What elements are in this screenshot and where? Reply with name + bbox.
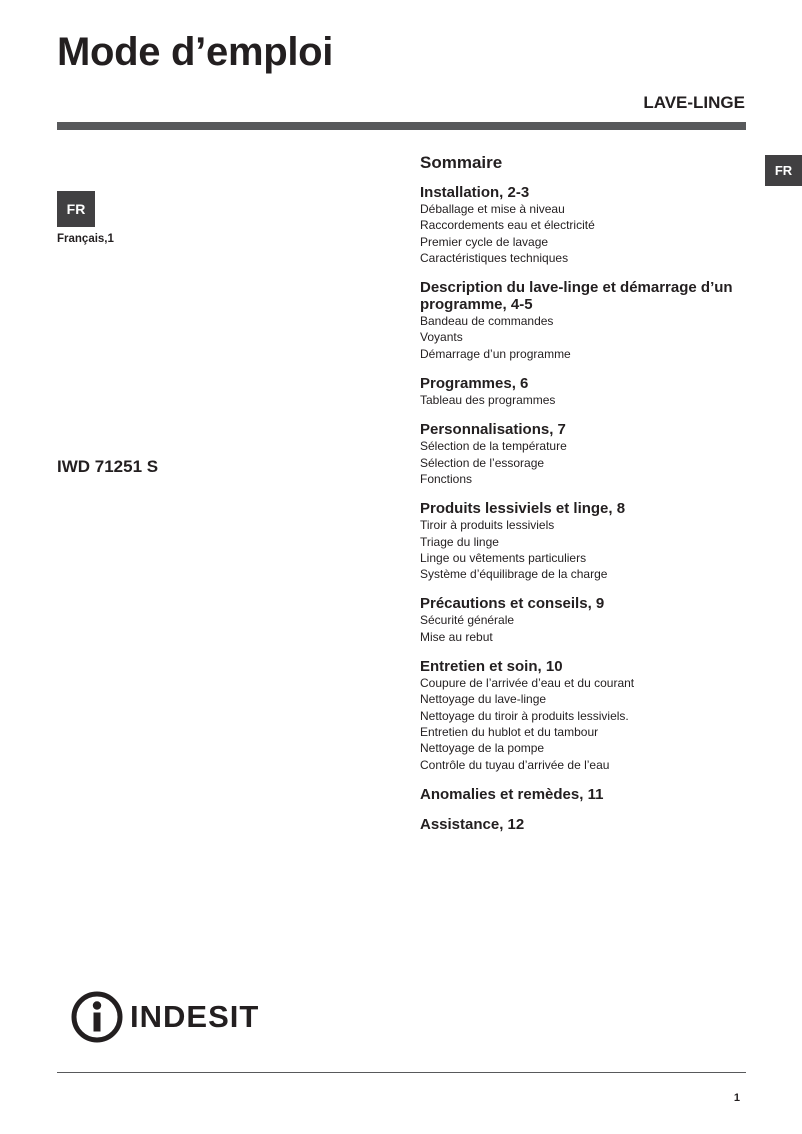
toc-section-heading[interactable]: Précautions et conseils, 9 [420, 595, 605, 613]
header-rule [57, 122, 746, 130]
toc-item: Voyants [420, 330, 463, 345]
logo-wordmark: INDESIT [130, 999, 260, 1034]
toc-item: Fonctions [420, 471, 473, 486]
toc-item: Mise au rebut [420, 629, 493, 644]
indesit-logo-icon [70, 990, 124, 1044]
toc-item: Système d’équilibrage de la charge [420, 567, 608, 582]
toc-section [420, 595, 750, 645]
product-type: LAVE-LINGE [643, 93, 745, 112]
toc-section-heading[interactable]: Anomalies et remèdes, 11 [420, 785, 604, 803]
toc-item: Premier cycle de lavage [420, 234, 549, 249]
toc-section-heading[interactable]: Installation, 2-3 [420, 184, 530, 201]
toc-item: Entretien du hublot et du tambour [420, 724, 599, 739]
toc-item: Démarrage d’un programme [420, 346, 571, 361]
toc-item: Bandeau de commandes [420, 314, 554, 329]
toc-title: Sommaire [420, 153, 503, 172]
toc-section [420, 786, 750, 803]
toc-section [420, 658, 750, 773]
toc-item: Triage du linge [420, 534, 499, 549]
toc-item: Sécurité générale [420, 613, 515, 628]
toc-section-heading[interactable]: Assistance, 12 [420, 815, 525, 833]
toc-item: Tableau des programmes [420, 393, 556, 408]
toc-section-heading[interactable]: Description du lave-linge et démarrage d’un programme, 4-5 [420, 279, 733, 314]
language-badge: FR [57, 191, 95, 227]
table-of-contents [420, 152, 750, 846]
toc-section [420, 184, 750, 266]
toc-item: Tiroir à produits lessiviels [420, 518, 555, 533]
toc-section [420, 375, 750, 408]
toc-section-heading[interactable]: Produits lessiviels et linge, 8 [420, 500, 626, 518]
page-number: 1 [733, 1092, 740, 1104]
toc-section-heading[interactable]: Entretien et soin, 10 [420, 658, 563, 676]
footer-rule [57, 1072, 746, 1073]
toc-sections [420, 184, 750, 833]
toc-item: Sélection de la température [420, 439, 567, 454]
toc-section-heading[interactable]: Personnalisations, 7 [420, 421, 566, 439]
language-side-tab: FR [765, 155, 802, 186]
toc-item: Contrôle du tuyau d’arrivée de l’eau [420, 757, 610, 772]
toc-item: Nettoyage du tiroir à produits lessiviels. [420, 708, 629, 723]
toc-item: Nettoyage du lave-linge [420, 692, 547, 707]
model-number: IWD 71251 S [57, 457, 159, 476]
toc-item: Coupure de l’arrivée d’eau et du courant [420, 676, 635, 691]
toc-item: Linge ou vêtements particuliers [420, 550, 587, 565]
toc-section [420, 279, 750, 362]
toc-item: Sélection de l’essorage [420, 455, 545, 470]
brand-logo [70, 990, 259, 1044]
toc-item: Caractéristiques techniques [420, 250, 569, 265]
toc-item: Déballage et mise à niveau [420, 202, 565, 216]
page-title: Mode d’emploi [57, 30, 334, 74]
toc-section [420, 816, 750, 833]
toc-section [420, 500, 750, 582]
language-link[interactable]: Français,1 [57, 233, 114, 245]
toc-item: Raccordements eau et électricité [420, 218, 595, 233]
toc-item: Nettoyage de la pompe [420, 741, 545, 756]
toc-section-heading[interactable]: Programmes, 6 [420, 375, 529, 393]
toc-section [420, 421, 750, 487]
